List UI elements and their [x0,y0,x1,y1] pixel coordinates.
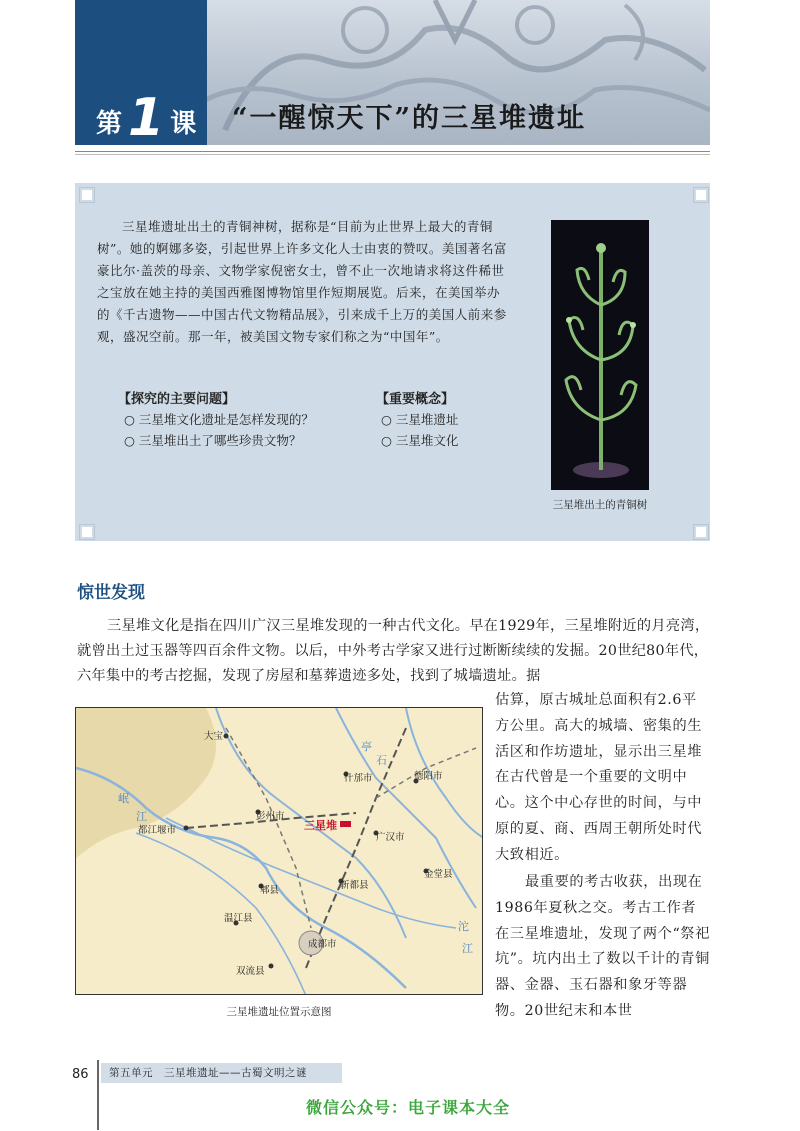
map-label-jintang: 金堂县 [424,869,453,880]
questions-heading: 【探究的主要问题】 [118,392,236,407]
concept-item: ○ 三星堆文化 [381,433,459,448]
footer-divider [97,1060,99,1130]
lesson-prefix: 第 [96,109,123,139]
map-label-river: 江 [462,942,473,955]
bronze-tree-photo [551,220,649,490]
page-number: 86 [72,1067,89,1082]
corner-ornament [694,188,708,202]
map-label-river: 岷 [118,792,129,805]
lesson-title: “一醒惊天下”的三星堆遗址 [232,103,587,134]
map-label-river: 亭 [361,740,372,753]
header-rule [75,151,710,152]
map-label-pengzhou: 彭州市 [256,811,285,822]
question-item: ○ 三星堆出土了哪些珍贵文物？ [124,433,302,448]
map-label-deyang: 德阳市 [414,771,443,782]
concepts-heading: 【重要概念】 [376,392,455,407]
corner-ornament [80,188,94,202]
section-heading: 惊世发现 [77,583,145,603]
lesson-label [96,88,197,148]
bronze-tree-image [551,220,649,490]
map-graphic [76,708,483,995]
corner-ornament [694,525,708,539]
body-side-paragraph: 估算，原古城址总面积有2.6平方公里。高大的城墙、密集的生活区和作坊遗址，显示出三星堆在古代曾是一个重要的文明中心。这个中心存世的时间，与中原的夏、商、西周王朝所处时代大致相近。 [495,692,703,863]
header-rule-secondary [75,154,710,155]
map-label-dujiangyan: 都江堰市 [138,825,177,836]
body-side-paragraph-2: 最重要的考古收获，出现在1986年夏秋之交。考古工作者在三星堆遗址，发现了两个“祭祀坑”。坑内出土了数以千计的青铜器、金器、玉石器和象牙等器物。20世纪末和本世 [495,874,710,1019]
watermark-text: 微信公众号：电子课本大全 [306,1098,511,1117]
concept-item: ○ 三星堆遗址 [381,412,459,427]
map-label-chengdu: 成都市 [308,939,337,950]
map-label-river: 江 [136,810,147,823]
map-label-guanghan: 广汉市 [376,832,405,843]
unit-title-bar: 第五单元 三星堆遗址——古蜀文明之谜 [101,1063,342,1083]
map-label-wenjiang: 温江县 [224,913,253,924]
question-item: ○ 三星堆文化遗址是怎样发现的？ [124,412,314,427]
body-paragraph: 三星堆文化是指在四川广汉三星堆发现的一种古代文化。早在1929年，三星堆附近的月亮湾，就曾出土过玉器等四百余件文物。以后，中外考古学家又进行过断断续续的发掘。20世纪80年代，六年集中的考古挖掘，发现了房屋和墓葬遗迹多处，找到了城墙遗址。据 [77,618,710,684]
lesson-suffix: 课 [170,109,197,139]
map-label-river: 石 [376,754,387,767]
map-caption: 三星堆遗址位置示意图 [226,1006,332,1018]
map-label-dayi: 大宝 [204,731,224,742]
lesson-number: 1 [128,88,165,148]
map-label-river: 沱 [458,920,469,933]
intro-paragraph: 三星堆遗址出土的青铜神树，据称是“目前为止世界上最大的青铜树”。她的婀娜多姿，引起世界上许多文化人士由衷的赞叹。美国著名富豪比尔·盖茨的母亲、文物学家倪密女士，曾不止一次地请求将这件稀世之宝放在她主持的美国西雅图博物馆里作短期展览。后来，在美国举办的《千古遗物——中国古代文物精品展》，引来成千上万的美国人前来参观，盛况空前。那一年，被美国文物专家们称之为“中国年”。 [97,219,507,344]
photo-caption: 三星堆出土的青铜树 [552,499,648,511]
location-map [75,707,483,995]
map-label-shuangliu: 双流县 [236,966,265,977]
map-label-xindu: 新都县 [340,880,369,891]
map-label-pixian: 郫县 [260,885,280,896]
corner-ornament [80,525,94,539]
map-label-shifang: 什邡市 [344,773,373,784]
map-label-sanxingdui: 三星堆 [304,819,337,832]
